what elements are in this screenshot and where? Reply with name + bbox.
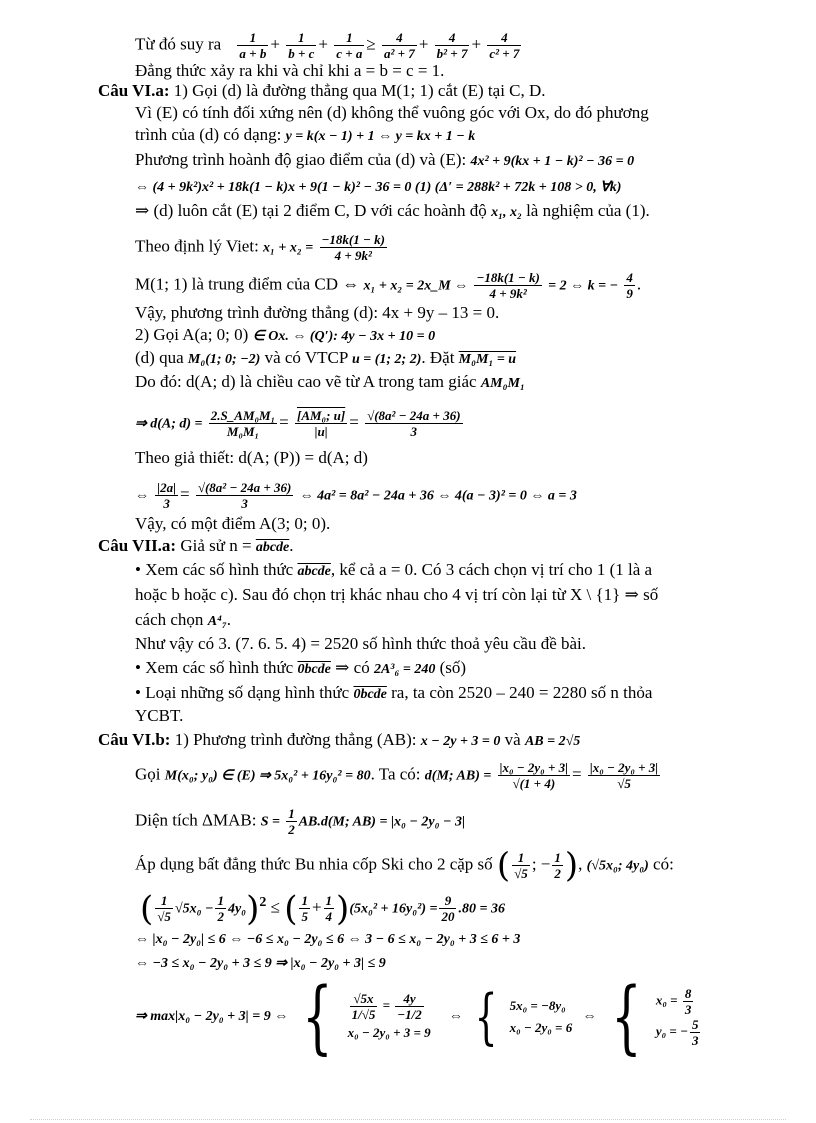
question-label: Câu VI.b: [98, 730, 171, 749]
math: .80 = 36 [458, 901, 505, 917]
text-line [135, 372, 525, 394]
text: Phương trình hoành độ giao điểm của (d) và (E): [135, 150, 471, 169]
text-line: hoặc b hoặc c). Sau đó chọn trị khác nhau cho 4 vị trí còn lại từ X \ {1} ⇒ số [135, 585, 659, 604]
inequality-line: ( $\frac{1}{√5}$ √5x₀ − $\frac{1}{2}$ 4y₀)$^2$ ≤ ( $\frac{1}{5}$ + $\frac{1}{4}$ )(5x₀² + 16y₀²) = $\frac{9}{20}$ .80 = 36 [140, 888, 505, 929]
system-2 [510, 995, 573, 1039]
math: 2A³₆ = 240 [373, 662, 436, 677]
text: Từ đó suy ra [135, 34, 222, 54]
question-vi-a-heading [98, 81, 546, 101]
math-line [135, 928, 520, 950]
fraction-denominator: √5 [617, 776, 631, 791]
math: x₁ + x₂ = 2x_M ⇔ [363, 278, 469, 294]
text: Giả sử n = [176, 536, 256, 555]
math: x₁, x₂ [491, 205, 522, 220]
fraction-denominator: √5 [157, 909, 171, 925]
fraction-numerator: 8 [684, 986, 692, 1001]
math: x − 2y + 3 = 0 [420, 734, 501, 749]
text: ra, ta còn 2520 – 240 = 2280 số n thỏa [386, 683, 653, 702]
math: ⇔ [448, 1009, 463, 1024]
fraction-denominator: 20 [441, 909, 455, 925]
fraction-denominator: √5 [514, 866, 528, 881]
text: (số) [435, 658, 467, 677]
text: . Ta có: [370, 764, 425, 784]
math: M₀(1; 0; −2) [187, 352, 261, 367]
text-line: Vậy, phương trình đường thẳng (d): 4x + 9y – 13 = 0. [135, 303, 500, 322]
text: là nghiệm của (1). [521, 201, 650, 220]
math: A⁴₇ [207, 614, 227, 629]
text-line [135, 150, 634, 172]
math: M₀M₁ = u [458, 352, 517, 367]
math: (5x₀² + 16y₀²) = [349, 901, 438, 917]
fraction-numerator: 1 [288, 806, 295, 821]
math: 0bcde [297, 662, 331, 677]
fraction-numerator: 1 [325, 893, 333, 909]
fraction-numerator: 1 [512, 850, 530, 866]
fraction-denominator: 2 [288, 822, 295, 837]
fraction-numerator: −18k(1 − k) [321, 232, 385, 247]
math: u = (1; 2; 2) [351, 352, 422, 367]
question-label: Câu VI.a: [98, 81, 170, 100]
text: 1) Phương trình đường thẳng (AB): [170, 730, 421, 749]
system-1: $\frac{√5x}{1/√5}$ = $\frac{4y}{-1/2}$ x₀ − 2y₀ + 3 = 9 [348, 991, 431, 1044]
fraction-numerator: |2a| [157, 480, 176, 495]
math: ⇒ d(A; d) = [135, 416, 203, 432]
math: ⇔ [582, 1009, 597, 1024]
math: AM₀M₁ [480, 376, 525, 391]
fraction-numerator: √(8a² − 24a + 36) [197, 480, 292, 495]
fraction-numerator: √5x [350, 991, 378, 1007]
inequality-line: Từ đó suy ra $\frac{1}{a + b}$ + $\frac{1}{b + c}$ + $\frac{1}{c + a}$ ≥ $\frac{4}{\text{a² + 7}}$ + $\frac{4}{\text{b² + 7}}$ + $\frac{4}{\text{c² + 7}}$ [135, 30, 520, 61]
fraction-denominator: 9 [626, 286, 633, 301]
fraction-numerator: 1 [554, 850, 561, 865]
fraction-numerator: 9 [439, 893, 456, 909]
text-line [135, 201, 650, 223]
equality-condition: Đẳng thức xảy ra khi và chỉ khi a = b = c = 1. [135, 61, 445, 80]
fraction-denominator: M₀M₁ [226, 424, 260, 439]
text: Áp dụng bất đẳng thức Bu nhia cốp Ski cho 2 cặp số [135, 854, 497, 874]
text: và [500, 730, 525, 749]
fraction-numerator: 1 [301, 893, 308, 909]
text: 2) Gọi A(a; 0; 0) [135, 325, 253, 344]
fraction-numerator: 1 [217, 893, 224, 909]
text: M(1; 1) là trung điểm của CD ⇔ [135, 274, 364, 294]
fraction-denominator: √(1 + 4) [512, 776, 556, 791]
system-line: ⇒ max|x₀ − 2y₀ + 3| = 9 ⇔ { $\frac{√5x}{1/√5}$ = $\frac{4y}{-1/2}$ x₀ − 2y₀ + 3 = 9 ⇔ { 5x₀ = −8y₀ x₀ − 2y₀ = 6 ⇔ { x₀ = $\frac{8}{3}$ y₀ = − $\frac{5}{3}$ [135, 975, 702, 1060]
viet-line [135, 232, 389, 263]
math: ⇔ [135, 488, 149, 504]
fraction-denominator: 4 [325, 909, 333, 925]
text-line [135, 325, 435, 347]
fraction-numerator: |x₀ − 2y₀ + 3| [499, 760, 568, 775]
fraction-denominator: 4 + 9k² [334, 248, 372, 263]
fraction-denominator: 2 [554, 866, 561, 881]
fraction-numerator: 5 [691, 1017, 699, 1032]
fraction-denominator: 4 + 9k² [489, 286, 527, 301]
math: 4y₀ [227, 901, 247, 917]
fraction-denominator: 5 [301, 909, 308, 925]
text: 1) Gọi (d) là đường thẳng qua M(1; 1) cắt (E) tại C, D. [169, 81, 546, 100]
text: (d) qua [135, 348, 188, 367]
fraction-numerator: √(8a² − 24a + 36) [367, 408, 461, 423]
math-line [135, 176, 621, 198]
text-line: Như vậy có 3. (7. 6. 5. 4) = 2520 số hình thức thoả yêu cầu đề bài. [135, 634, 587, 653]
math: √5x₀ − [174, 901, 214, 917]
fraction-numerator: −18k(1 − k) [476, 270, 540, 285]
bunyakovsky-line: Áp dụng bất đẳng thức Bu nhia cốp Ski cho 2 cặp số ( $\frac{1}{√5}$ ; − $\frac{1}{2}$ ), (√5x₀; 4y₀) có: [135, 845, 674, 886]
fraction-denominator: 2 [217, 909, 224, 925]
math: AB.d(M; AB) = |x₀ − 2y₀ − 3| [298, 814, 466, 830]
text-line: cách chọn A⁴₇. [135, 610, 232, 629]
fraction-denominator: 3 [691, 1033, 699, 1048]
distance-line: Gọi M(x₀; y₀) ∈ (E) ⇒ 5x₀² + 16y₀² = 80. Ta có: d(M; AB) = $\frac{\text{|x₀ − 2y₀ + 3|}}{√(1 + 4)}$ = $\frac{\text{|x₀ − 2y₀ + 3|}}{√5}$ [135, 760, 659, 791]
text: cách chọn [135, 610, 208, 629]
text: Do đó: d(A; d) là chiều cao vẽ từ A trong tam giác [135, 372, 481, 391]
system-row: 5x₀ = −8y₀ [509, 998, 566, 1013]
math-line [135, 952, 386, 974]
math: (√5x₀; 4y₀) [586, 858, 649, 874]
area-line [135, 806, 465, 837]
fraction-denominator: |u| [314, 424, 328, 439]
text-line [135, 658, 466, 680]
fraction-numerator: 4 [626, 270, 633, 285]
text: trình của (d) có dạng: [135, 125, 286, 144]
text: • Xem các số hình thức [135, 658, 298, 677]
midpoint-line: M(1; 1) là trung điểm của CD ⇔ x₁ + x₂ = 2x_M ⇔ $\frac{-18k(1 - k)}{\text{4 + 9k²}}$ = 2 ⇔ k = − $\frac{4}{9}$ . [135, 270, 642, 301]
text: ⇒ có [330, 658, 374, 677]
text-line [135, 125, 475, 147]
fraction-numerator: 4y [395, 991, 424, 1007]
text-line: Theo giả thiết: d(A; (P)) = d(A; d) [135, 448, 368, 467]
text-line: Vậy, có một điểm A(3; 0; 0). [135, 514, 331, 533]
text-line [135, 348, 516, 370]
question-vi-b-heading [98, 730, 580, 752]
text: và có VTCP [260, 348, 352, 367]
math: AB = 2√5 [524, 734, 581, 749]
text-line: YCBT. [135, 706, 184, 725]
fraction-numerator: |x₀ − 2y₀ + 3| [589, 760, 659, 775]
math: ∈ Ox. ⇔ (Q′): 4y − 3x + 10 = 0 [252, 329, 436, 344]
distance-formula-line: ⇒ d(A; d) = $\frac{\text{2.S\_AM₀M₁}}{\text{M₀M₁}}$ = $\frac{\text{[AM₀; u]}}{|u|}$ = $\frac{\text{√(8a² − 24a + 36)}}{3}$ [135, 408, 461, 439]
fraction-denominator: 3 [684, 1002, 692, 1017]
system-row: x₀ − 2y₀ = 6 [509, 1020, 573, 1035]
math: S = [260, 814, 280, 830]
math: abcde [297, 564, 331, 579]
math: ⇒ max|x₀ − 2y₀ + 3| = 9 ⇔ [135, 1009, 289, 1024]
system-row: x₀ − 2y₀ + 3 = 9 [347, 1024, 431, 1040]
math: y₀ = − [655, 1023, 688, 1039]
math: d(M; AB) = [424, 768, 492, 784]
text: , kể cả a = 0. Có 3 cách chọn vị trí cho 1 (1 là a [330, 560, 653, 579]
text-line [135, 560, 652, 582]
equation-line: ⇔ $\frac{|2a|}{3}$ = $\frac{\text{√(8a² − 24a + 36)}}{3}$ ⇔ 4a² = 8a² − 24a + 36 ⇔ 4(a − 3)² = 0 ⇔ a = 3 [135, 480, 577, 511]
text: Theo định lý Viet: [135, 236, 264, 256]
text: . Đặt [421, 348, 459, 367]
math: y = k(x − 1) + 1 ⇔ y = kx + 1 − k [285, 129, 476, 144]
text: Gọi [135, 764, 165, 784]
math: x₁ + x₂ = [263, 240, 314, 256]
text-line: Vì (E) có tính đối xứng nên (d) không thể vuông góc với Ox, do đó phương [135, 103, 649, 122]
math: ⇔ |x₀ − 2y₀| ≤ 6 ⇔ −6 ≤ x₀ − 2y₀ ≤ 6 ⇔ 3 − 6 ≤ x₀ − 2y₀ + 3 ≤ 6 + 3 [135, 932, 521, 947]
math: M(x₀; y₀) ∈ (E) ⇒ 5x₀² + 16y₀² = 80 [164, 768, 371, 784]
fraction-numerator: [AM₀; u] [296, 408, 346, 423]
math: ⇔ 4a² = 8a² − 24a + 36 ⇔ 4(a − 3)² = 0 ⇔ a = 3 [299, 488, 577, 504]
fraction-denominator: −1/2 [397, 1006, 422, 1022]
math: abcde [255, 540, 290, 555]
question-label: Câu VII.a: [98, 536, 177, 555]
text: • Xem các số hình thức [135, 560, 298, 579]
math: 0bcde [353, 687, 387, 702]
math: ⇔ (4 + 9k²)x² + 18k(1 − k)x + 9(1 − k)² − 36 = 0 (1) (Δ′ = 288k² + 72k + 108 > 0, ∀k) [135, 180, 622, 195]
fraction-denominator: 3 [163, 496, 170, 511]
fraction-denominator: 3 [410, 424, 418, 439]
text: Diện tích ΔMAB: [135, 810, 261, 830]
system-3 [656, 986, 703, 1048]
fraction-denominator: 1/√5 [351, 1006, 376, 1022]
fraction-numerator: 1 [155, 893, 173, 909]
fraction-denominator: 3 [241, 496, 248, 511]
fraction-numerator: 2.S_AM₀M₁ [210, 408, 276, 423]
math: x₀ = [655, 992, 678, 1008]
text: ⇒ (d) luôn cắt (E) tại 2 điểm C, D với các hoành độ [135, 201, 492, 220]
text: có: [648, 854, 674, 874]
question-vii-a-heading: Câu VII.a: Giả sử n = abcde. [98, 536, 294, 555]
text: • Loại những số dạng hình thức [135, 683, 354, 702]
text-line [135, 683, 652, 705]
math: = 2 ⇔ k = − [548, 278, 619, 294]
math: 4x² + 9(kx + 1 − k)² − 36 = 0 [470, 154, 635, 169]
page-footer-rule [30, 1119, 786, 1120]
math: ⇔ −3 ≤ x₀ − 2y₀ + 3 ≤ 9 ⇒ |x₀ − 2y₀ + 3| ≤ 9 [135, 956, 386, 971]
